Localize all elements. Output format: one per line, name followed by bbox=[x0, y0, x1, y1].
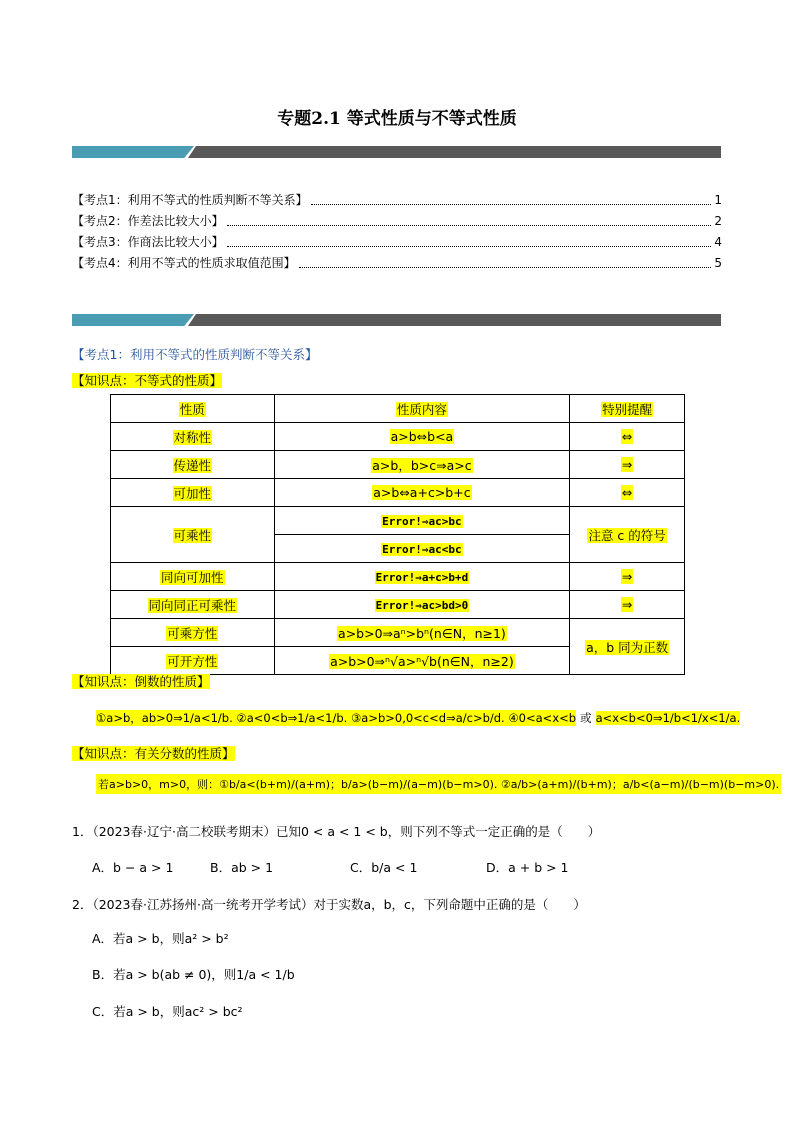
knowledge-point-heading: 【知识点：倒数的性质】 bbox=[72, 674, 210, 689]
table-row: 可加性 a>b⇔a+c>b+c ⇔ bbox=[111, 479, 685, 507]
property-table bbox=[110, 394, 685, 675]
section-heading: 【考点1：利用不等式的性质判断不等关系】 bbox=[72, 347, 318, 362]
header-band-top bbox=[72, 146, 721, 158]
header-cell: 特别提醒 bbox=[602, 401, 653, 417]
question-2: 2．（2023春·江苏扬州·高一统考开学考试）对于实数a，b，c，下列命题中正确的是（ ） bbox=[72, 897, 586, 912]
option-b[interactable]: B．若a > b(ab ≠ 0)，则1/a < 1/b bbox=[92, 967, 295, 982]
table-row: 可乘性 Error!⇒ac>bc 注意 c 的符号 bbox=[111, 507, 685, 535]
table-row: 同向可加性 Error!⇒a+c>b+d ⇒ bbox=[111, 563, 685, 591]
header-cell: 性质内容 bbox=[396, 401, 447, 417]
toc-item[interactable]: 【考点3：作商法比较大小】 4 bbox=[72, 235, 722, 249]
option-b[interactable]: B．ab > 1 bbox=[210, 860, 274, 875]
question-1: 1．（2023春·辽宁·高二校联考期末）已知0 < a < 1 < b，则下列不等式一定正确的是（ ） bbox=[72, 824, 601, 839]
page-title: 专题2.1 等式性质与不等式性质 bbox=[277, 109, 517, 129]
table-of-contents bbox=[72, 190, 722, 274]
toc-item[interactable]: 【考点4：利用不等式的性质求取值范围】 5 bbox=[72, 256, 722, 270]
table-row: 可乘方性 a>b>0⇒aⁿ>bⁿ(n∈N，n≥1) a，b 同为正数 bbox=[111, 619, 685, 647]
option-c[interactable]: C．b/a < 1 bbox=[350, 860, 418, 875]
header-band-bottom bbox=[72, 314, 721, 326]
table-row: 可开方性 a>b>0⇒ⁿ√a>ⁿ√b(n∈N，n≥2) bbox=[111, 647, 685, 675]
table-row: 对称性 a>b⇔b<a ⇔ bbox=[111, 423, 685, 451]
knowledge-point-heading: 【知识点：不等式的性质】 bbox=[72, 373, 223, 388]
table-header-row bbox=[111, 395, 685, 423]
fraction-properties: 若a>b>0，m>0，则：①b/a<(b+m)/(a+m)；b/a>(b−m)/(a−m)(b−m>0). ②a/b>(a+m)/(b+m)；a/b<(a−m)/(b−m)(b−m>0). bbox=[96, 774, 781, 794]
header-cell: 性质 bbox=[179, 401, 205, 417]
toc-item[interactable]: 【考点2：作差法比较大小】 2 bbox=[72, 214, 722, 228]
reciprocal-properties: ①a>b，ab>0⇒1/a<1/b. ②a<0<b⇒1/a<1/b. ③a>b>0,0<c<d⇒a/c>b/d. ④0<a<x<b 或 a<x<b<0⇒1/b<1/x<1/a. bbox=[96, 711, 741, 725]
table-row: 传递性 a>b，b>c⇒a>c ⇒ bbox=[111, 451, 685, 479]
option-d[interactable]: D．a + b > 1 bbox=[486, 860, 569, 875]
table-row: Error!⇒ac<bc bbox=[111, 535, 685, 563]
option-a[interactable]: A．若a > b，则a² > b² bbox=[92, 931, 229, 946]
toc-item[interactable]: 【考点1：利用不等式的性质判断不等关系】 1 bbox=[72, 193, 722, 207]
option-c[interactable]: C．若a > b，则ac² > bc² bbox=[92, 1004, 243, 1019]
knowledge-point-heading: 【知识点：有关分数的性质】 bbox=[72, 746, 235, 761]
option-a[interactable]: A．b − a > 1 bbox=[92, 860, 174, 875]
table-row: 同向同正可乘性 Error!⇒ac>bd>0 ⇒ bbox=[111, 591, 685, 619]
